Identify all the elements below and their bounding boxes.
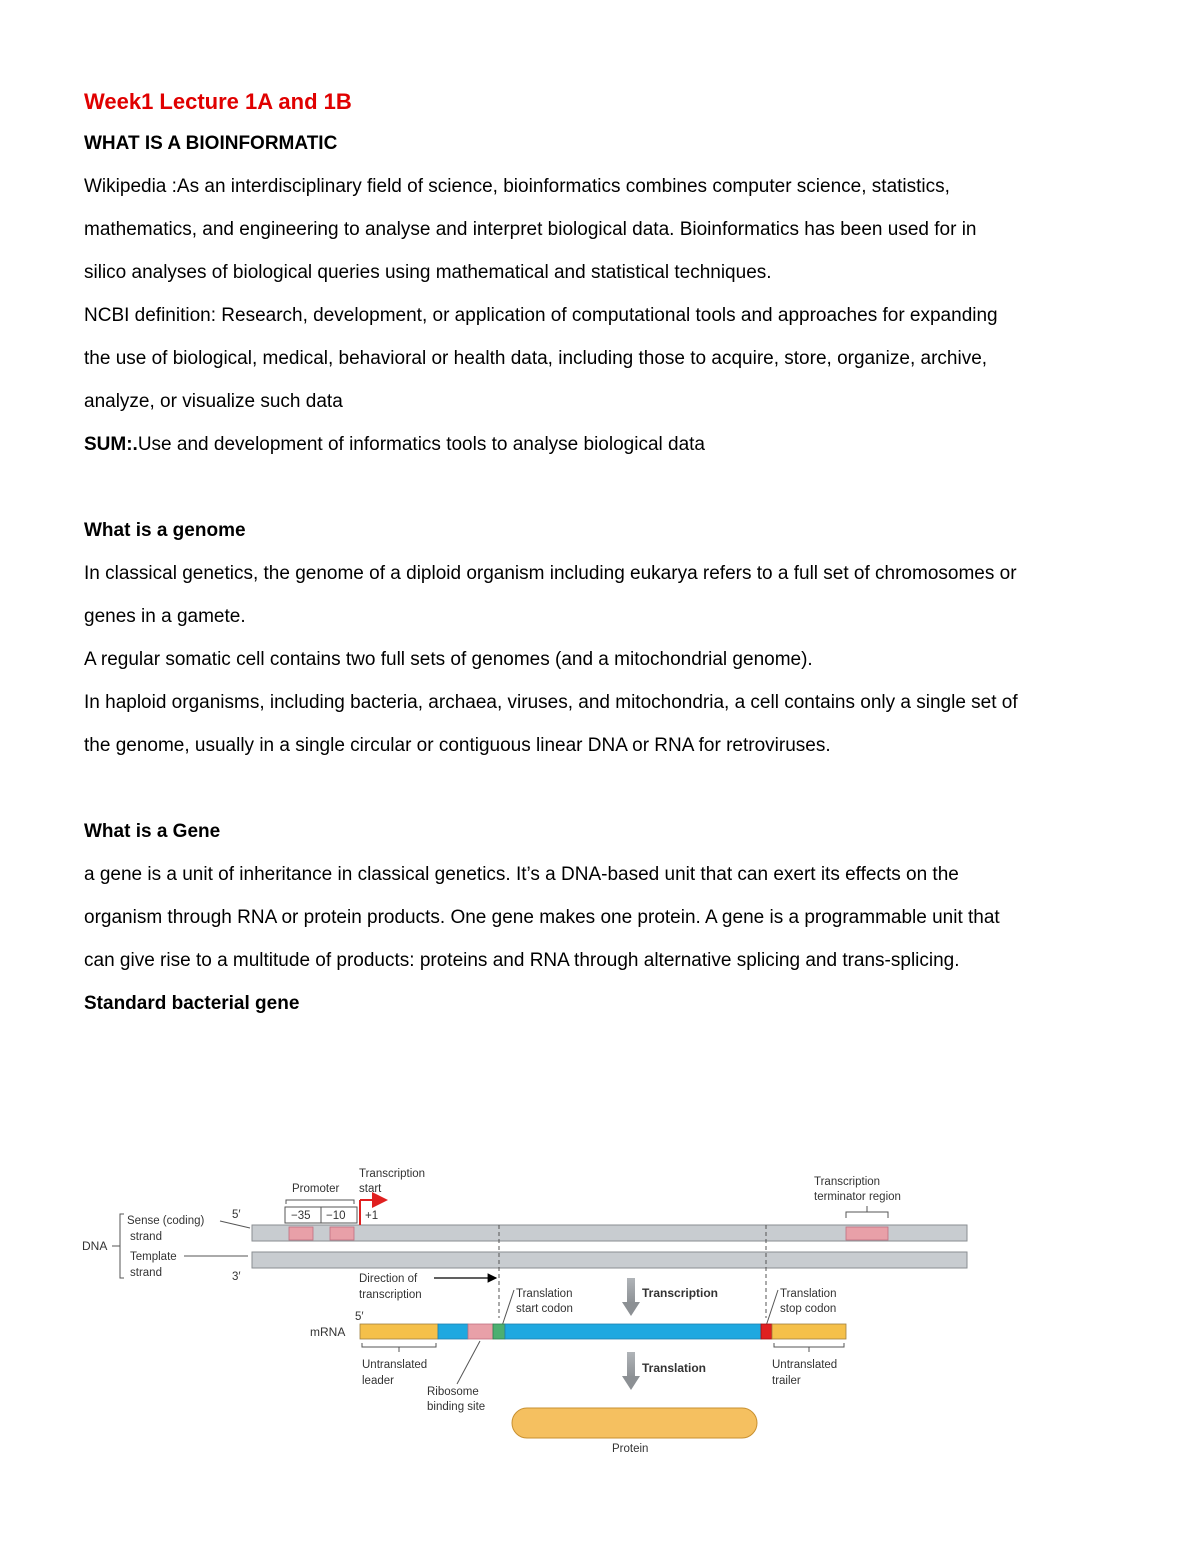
transcription-arrow-head (622, 1302, 640, 1316)
dna-label: DNA (82, 1239, 108, 1253)
mrna-coding-2 (505, 1324, 761, 1339)
stop-codon-pointer (766, 1290, 778, 1326)
sense-label: Sense (coding) (127, 1215, 205, 1227)
template-label: Template (130, 1251, 177, 1263)
promoter-bracket (286, 1200, 354, 1204)
leader-bracket (362, 1343, 436, 1352)
gene-line: a gene is a unit of inheritance in classical genetics. It’s a DNA-based unit that can exert its effects on the (84, 864, 959, 885)
plus1-label: +1 (365, 1210, 379, 1222)
mrna-start-codon (493, 1324, 505, 1339)
translation-arrow-shaft (627, 1352, 635, 1378)
genome-line: the genome, usually in a single circular or contiguous linear DNA or RNA for retroviruses. (84, 735, 831, 756)
rbs-label-2: binding site (427, 1401, 486, 1413)
direction-label: Direction of (359, 1273, 418, 1285)
terminator-label: Transcription (814, 1176, 881, 1188)
template-strand (252, 1252, 967, 1268)
heading-genome: What is a genome (84, 520, 246, 541)
genome-line: genes in a gamete. (84, 606, 246, 627)
rbs-pointer (457, 1341, 480, 1384)
heading-gene: What is a Gene (84, 821, 221, 842)
translation-label: Translation (642, 1361, 707, 1375)
ncbi-line: the use of biological, medical, behavioral or health data, including those to acquire, store, organize, archive, (84, 348, 988, 369)
mrna-leader (360, 1324, 438, 1339)
minus35-label: −35 (291, 1210, 311, 1222)
promoter-minus10-box (330, 1227, 354, 1240)
tx-start-label: Transcription (359, 1168, 426, 1180)
genome-line: A regular somatic cell contains two full sets of genomes (and a mitochondrial genome). (84, 649, 813, 670)
minus10-label: −10 (326, 1210, 346, 1222)
five-prime-label: 5′ (232, 1209, 241, 1221)
leader-label-2: leader (362, 1375, 394, 1387)
template-label-2: strand (130, 1267, 162, 1279)
stop-codon-label-2: stop codon (780, 1303, 837, 1315)
trailer-label: Untranslated (772, 1359, 838, 1371)
sense-label-2: strand (130, 1231, 162, 1243)
genome-line: In classical genetics, the genome of a diploid organism including eukarya refers to a full set of chromosomes or (84, 563, 1017, 584)
stop-codon-label: Translation (780, 1288, 837, 1300)
mrna-stop-codon (761, 1324, 772, 1339)
heading-bioinformatic: WHAT IS A BIOINFORMATIC (84, 133, 338, 154)
protein-label: Protein (612, 1443, 649, 1455)
direction-label-2: transcription (359, 1289, 422, 1301)
sum-text: Use and development of informatics tools to analyse biological data (137, 434, 705, 455)
start-codon-label-2: start codon (516, 1303, 573, 1315)
document-body (84, 82, 1144, 1025)
heading-bacterial-gene: Standard bacterial gene (84, 993, 300, 1014)
protein-shape (512, 1408, 757, 1438)
terminator-label-2: terminator region (814, 1191, 901, 1203)
mrna-label: mRNA (310, 1325, 346, 1339)
page-title: Week1 Lecture 1A and 1B (84, 89, 352, 114)
transcription-arrow-shaft (627, 1278, 635, 1304)
spacer (84, 767, 1144, 810)
ncbi-line: analyze, or visualize such data (84, 391, 343, 412)
terminator-bracket (846, 1206, 888, 1218)
terminator-box (846, 1227, 888, 1240)
gene-line: organism through RNA or protein products. One gene makes one protein. A gene is a programmable unit that (84, 907, 1000, 928)
translation-arrow-head (622, 1376, 640, 1390)
mrna-rbs (468, 1324, 493, 1339)
start-codon-label: Translation (516, 1288, 573, 1300)
trailer-label-2: trailer (772, 1375, 801, 1387)
wiki-line: Wikipedia :As an interdisciplinary field of science, bioinformatics combines computer science, statistics, (84, 176, 950, 197)
trailer-bracket (774, 1343, 844, 1352)
mrna-trailer (772, 1324, 846, 1339)
promoter-minus35-box (289, 1227, 313, 1240)
three-prime-label: 3′ (232, 1271, 241, 1283)
sum-label: SUM:. (84, 434, 138, 455)
transcription-label: Transcription (642, 1286, 719, 1300)
gene-line: can give rise to a multitude of products: proteins and RNA through alternative splicing and trans-splicing. (84, 950, 960, 971)
rbs-label: Ribosome (427, 1386, 479, 1398)
genome-line: In haploid organisms, including bacteria, archaea, viruses, and mitochondria, a cell contains only a single set of (84, 692, 1018, 713)
sum-line (84, 423, 1144, 466)
ncbi-line: NCBI definition: Research, development, or application of computational tools and approaches for expanding (84, 305, 998, 326)
leader-label: Untranslated (362, 1359, 428, 1371)
bacterial-gene-diagram (72, 1158, 992, 1468)
sense-pointer (220, 1221, 250, 1228)
dna-bracket (112, 1214, 124, 1278)
spacer (84, 466, 1144, 509)
wiki-line: silico analyses of biological queries using mathematical and statistical techniques. (84, 262, 772, 283)
wiki-line: mathematics, and engineering to analyse and interpret biological data. Bioinformatics has been used for in (84, 219, 977, 240)
promoter-label: Promoter (292, 1183, 340, 1195)
mrna-five-prime: 5′ (355, 1311, 364, 1323)
start-codon-pointer (502, 1290, 514, 1326)
tx-start-label-2: start (359, 1183, 382, 1195)
mrna-coding-1 (438, 1324, 468, 1339)
